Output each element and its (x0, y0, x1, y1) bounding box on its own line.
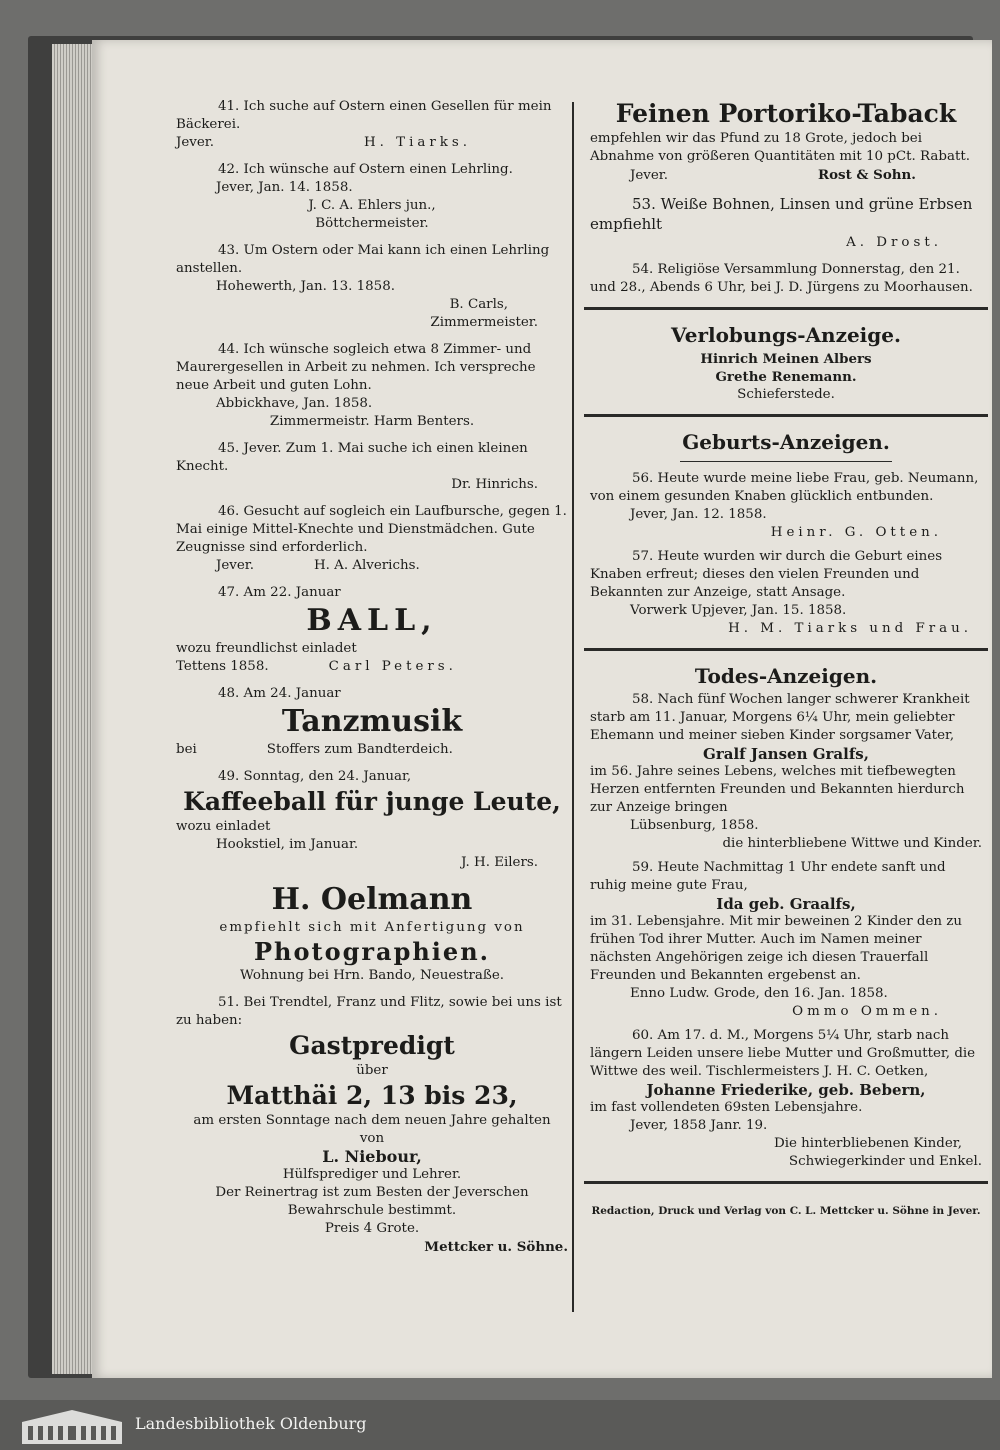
section-heading: Geburts-Anzeigen. (682, 430, 890, 454)
ad-text: 59. Heute Nachmittag 1 Uhr endete sanft und ruhig meine gute Frau, (590, 860, 946, 893)
ad-line-2: Der Reinertrag ist zum Besten der Jeverschen Bewahrschule bestimmt. (215, 1185, 529, 1218)
ad-headline-2: Matthäi 2, 13 bis 23, (226, 1081, 518, 1110)
ad-place: Abbickhave, Jan. 1858. (216, 396, 373, 411)
section-heading: Todes-Anzeigen. (694, 664, 878, 688)
ad-line: bei Stoffers zum Bandterdeich. (176, 742, 453, 757)
ad-46 (176, 503, 568, 575)
ad-price: Preis 4 Grote. (324, 1221, 420, 1236)
ad-42 (176, 161, 568, 233)
ad-44 (176, 341, 568, 431)
library-footer (0, 1400, 1000, 1450)
column-rule (572, 102, 574, 1312)
ad-place: Jever. H. Tiarks. (176, 135, 472, 150)
ad-line: wozu freundlichst einladet (176, 641, 357, 656)
ad-place: Jever. Rost & Sohn. (630, 167, 916, 183)
couple-name-2: Grethe Renemann. (715, 369, 857, 385)
ad-place: Enno Ludw. Grode, den 16. Jan. 1858. (630, 986, 888, 1001)
ad-text-2: im fast vollendeten 69sten Lebensjahre. (590, 1100, 863, 1115)
ad-role: Zimmermeister. (430, 315, 538, 330)
ad-line: empfiehlt sich mit Anfertigung von (219, 920, 525, 935)
ad-59 (590, 859, 982, 1021)
ad-text: 42. Ich wünsche auf Ostern einen Lehrling. (218, 162, 513, 177)
ad-signature: Rost & Sohn. (817, 167, 916, 183)
ad-41 (176, 98, 568, 152)
geburts-anzeigen (590, 427, 982, 638)
ad-headline: Gastpredigt (289, 1031, 455, 1060)
ad-text: 58. Nach fünf Wochen langer schwerer Krankheit starb am 11. Januar, Morgens 6¼ Uhr, mein geliebter Ehemann und meiner sieben Kinder sorgsamer Vater, (590, 692, 970, 743)
ad-role: Hülfsprediger und Lehrer. (282, 1167, 462, 1182)
ad-text: 47. Am 22. Januar (218, 585, 341, 600)
ad-text: 46. Gesucht auf sogleich ein Laufbursche, gegen 1. Mai einige Mittel-Knechte und Dienstmädchen. Gute Zeugnisse sind erforderlich. (176, 504, 567, 555)
ad-45 (176, 440, 568, 494)
ad-57 (590, 548, 982, 638)
ad-headline: Tanzmusik (281, 704, 463, 739)
section-rule (584, 307, 988, 310)
page-stack-edges (52, 44, 96, 1374)
todes-anzeigen (590, 661, 982, 1171)
ad-signature: B. Carls, (449, 297, 508, 312)
ad-place: Hookstiel, im Januar. (216, 837, 359, 852)
ad-signature: Carl Peters. (328, 659, 457, 674)
ad-place: Vorwerk Upjever, Jan. 15. 1858. (630, 603, 847, 618)
ad-54 (590, 261, 982, 297)
ad-author: L. Niebour, (322, 1147, 422, 1166)
library-name: Landesbibliothek Oldenburg (135, 1414, 367, 1433)
ad-publisher: Mettcker u. Söhne. (424, 1239, 568, 1255)
heading-rule (680, 461, 892, 462)
ad-text-2: im 31. Lebensjahre. Mit mir beweinen 2 Kinder den zu frühen Tod ihrer Mutter. Auch im Namen meiner nächsten Angehörigen zeige ich diesen Trauerfall Freunden und Bekannten ergebenst an. (590, 914, 962, 983)
right-column (590, 98, 982, 1231)
ad-signature: Dr. Hinrichs. (451, 477, 538, 492)
ad-text: 53. Weiße Bohnen, Linsen und grüne Erbsen empfiehlt (590, 195, 973, 233)
section-heading: Verlobungs-Anzeige. (671, 323, 901, 347)
ad-signature: A. Drost. (846, 235, 942, 250)
ad-headline: Feinen Portoriko-Taback (615, 99, 957, 128)
verlobungs-anzeige (590, 320, 982, 404)
ad-47-ball (176, 584, 568, 676)
ad-signature-2: Schwiegerkinder und Enkel. (788, 1154, 982, 1169)
ad-line: am ersten Sonntage nach dem neuen Jahre gehalten (193, 1113, 551, 1128)
ad-signature: H. M. Tiarks und Frau. (728, 621, 972, 636)
ad-place: Jever, 1858 Janr. 19. (630, 1118, 768, 1133)
ad-signature: H. Tiarks. (363, 135, 472, 150)
ad-text: 54. Religiöse Versammlung Donnerstag, den 21. und 28., Abends 6 Uhr, bei J. D. Jürgens zu Moorhausen. (590, 262, 973, 295)
ad-von: von (359, 1131, 385, 1146)
section-rule (584, 414, 988, 417)
ad-place: Jever, Jan. 12. 1858. (630, 507, 767, 522)
ad-headline-2: Photographien. (254, 937, 490, 966)
ad-text: 57. Heute wurden wir durch die Geburt eines Knaben erfreut; dieses den vielen Freunden und Bekannten zur Anzeige, statt Ansage. (590, 549, 943, 600)
ad-line: wozu einladet (176, 819, 271, 834)
ad-56 (590, 470, 982, 542)
imprint: Redaction, Druck und Verlag von C. L. Mettcker u. Söhne in Jever. (591, 1205, 981, 1217)
ad-53 (590, 194, 982, 252)
ad-48-tanzmusik (176, 685, 568, 759)
ad-signature: Zimmermeistr. Harm Benters. (269, 414, 475, 429)
ad-oelmann (176, 881, 568, 985)
ad-52-taback (590, 98, 982, 185)
ad-60 (590, 1027, 982, 1171)
ad-signature: J. H. Eilers. (461, 855, 538, 870)
ad-headline: Kaffeeball für junge Leute, (183, 787, 561, 816)
ad-line-2: Wohnung bei Hrn. Bando, Neuestraße. (239, 968, 505, 983)
newspaper-page (92, 40, 992, 1378)
deceased-name: Ida geb. Graalfs, (716, 895, 856, 913)
ad-place: Jever. H. A. Alverichs. (216, 558, 420, 573)
ad-text: 56. Heute wurde meine liebe Frau, geb. Neumann, von einem gesunden Knaben glücklich entbunden. (590, 471, 979, 504)
ad-place: Jever, Jan. 14. 1858. (216, 180, 353, 195)
ad-place: Hohewerth, Jan. 13. 1858. (216, 279, 395, 294)
left-column (176, 98, 568, 1265)
deceased-name: Johanne Friederike, geb. Bebern, (646, 1081, 926, 1099)
ad-text: 41. Ich suche auf Ostern einen Gesellen für mein Bäckerei. (176, 99, 552, 132)
ad-43 (176, 242, 568, 332)
couple-place: Schieferstede. (737, 387, 835, 402)
section-rule (584, 1181, 988, 1184)
ad-text: 51. Bei Trendtel, Franz und Flitz, sowie bei uns ist zu haben: (176, 995, 562, 1028)
ad-51-gastpredigt (176, 994, 568, 1256)
ad-signature: H. A. Alverichs. (313, 558, 420, 573)
ad-place: Tettens 1858. Carl Peters. (176, 659, 457, 674)
deceased-name: Gralf Jansen Gralfs, (703, 745, 869, 763)
ad-text: 49. Sonntag, den 24. Januar, (218, 769, 412, 784)
ad-58 (590, 691, 982, 853)
ad-text: 43. Um Ostern oder Mai kann ich einen Lehrling anstellen. (176, 243, 550, 276)
ad-role: Böttchermeister. (315, 216, 429, 231)
ad-headline: H. Oelmann (271, 882, 473, 917)
ad-text: 60. Am 17. d. M., Morgens 5¼ Uhr, starb nach längern Leiden unsere liebe Mutter und Großmutter, die Wittwe des weil. Tischlermeisters J. H. C. Oetken, (590, 1028, 976, 1079)
ad-text-2: im 56. Jahre seines Lebens, welches mit tiefbewegten Herzen entfernten Freunden und Bekannten hierdurch zur Anzeige bringen (590, 764, 965, 815)
ad-signature: Heinr. G. Otten. (770, 525, 942, 540)
ad-text: empfehlen wir das Pfund zu 18 Grote, jedoch bei Abnahme von größeren Quantitäten mit 10 pCt. Rabatt. (590, 131, 970, 164)
ad-uber: über (356, 1063, 388, 1078)
ad-signature: die hinterbliebene Wittwe und Kinder. (722, 836, 982, 851)
ad-signature-1: Die hinterbliebenen Kinder, (773, 1136, 962, 1151)
couple-name-1: Hinrich Meinen Albers (700, 351, 872, 367)
ad-signature: J. C. A. Ehlers jun., (308, 198, 436, 213)
ad-headline: BALL, (306, 603, 438, 638)
library-building-icon (22, 1408, 122, 1444)
ad-49-kaffeeball (176, 768, 568, 872)
section-rule (584, 648, 988, 651)
ad-place: Lübsenburg, 1858. (630, 818, 759, 833)
ad-signature: Ommo Ommen. (792, 1004, 942, 1019)
ad-text: 44. Ich wünsche sogleich etwa 8 Zimmer- und Maurergesellen in Arbeit zu nehmen. Ich verspreche neue Arbeit und guten Lohn. (176, 342, 536, 393)
ad-text: 45. Jever. Zum 1. Mai suche ich einen kleinen Knecht. (176, 441, 528, 474)
ad-text: 48. Am 24. Januar (218, 686, 341, 701)
